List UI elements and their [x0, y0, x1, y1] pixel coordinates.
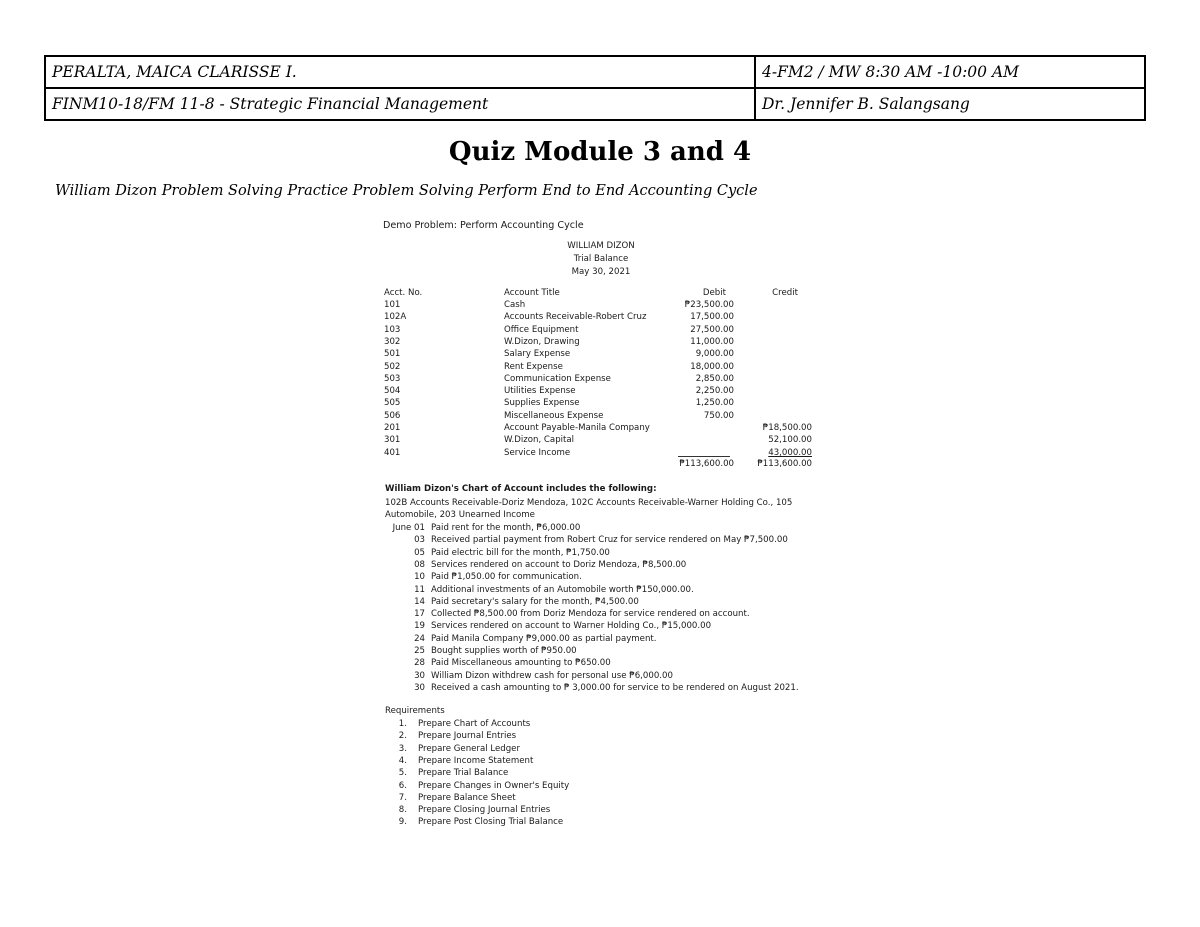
requirement-number: 9.	[398, 817, 407, 828]
trial-balance-row	[378, 448, 838, 460]
transaction-description: William Dizon withdrew cash for personal use ₱6,000.00	[431, 670, 673, 681]
credit-amount: 43,000.00	[768, 447, 812, 458]
transaction-description: Additional investments of an Automobile worth ₱150,000.00.	[431, 584, 694, 595]
trial-balance-row	[378, 325, 838, 337]
debit-amount: 2,850.00	[695, 373, 734, 384]
coa-line: Automobile, 203 Unearned Income	[385, 510, 535, 520]
transaction-date: 30	[414, 682, 425, 693]
acct-no: 201	[384, 423, 401, 433]
header-row-2	[45, 88, 1145, 120]
acct-no: 401	[384, 447, 401, 458]
trial-balance-row	[378, 386, 838, 398]
transaction-date: 19	[414, 621, 425, 632]
course-title: FINM10-18/FM 11-8 - Strategic Financial Management	[45, 88, 755, 120]
requirement-item: Prepare Journal Entries	[418, 731, 517, 742]
acct-no: 506	[384, 410, 401, 421]
requirement-number: 5.	[398, 768, 407, 779]
trial-balance-totals	[378, 459, 838, 471]
problem-image	[378, 214, 838, 834]
trial-balance-row	[378, 398, 838, 410]
acct-no: 101	[384, 300, 401, 310]
transaction-description: Paid secretary's salary for the month, ₱4,500.00	[431, 596, 639, 607]
company-name: WILLIAM DIZON	[567, 241, 635, 251]
trial-balance-row	[378, 337, 838, 349]
acct-no: 301	[384, 435, 401, 446]
transaction-date: 10	[414, 572, 425, 583]
requirement-item: Prepare Changes in Owner's Equity	[418, 780, 570, 791]
transaction-description: Services rendered on account to Warner Holding Co., ₱15,000.00	[431, 621, 712, 632]
requirement-number: 4.	[398, 755, 407, 766]
transaction-date: 03	[414, 535, 425, 546]
transaction-date: 08	[414, 559, 425, 570]
problem-heading: Demo Problem: Perform Accounting Cycle	[383, 220, 584, 231]
col-account-title: Account Title	[504, 288, 560, 298]
requirement-number: 6.	[398, 780, 407, 791]
transaction-date: 25	[414, 646, 425, 656]
requirement-number: 8.	[398, 805, 407, 816]
trial-balance-row	[378, 423, 838, 435]
acct-no: 102A	[384, 312, 407, 323]
transaction-date: 11	[414, 584, 425, 595]
acct-no: 302	[384, 336, 401, 347]
transaction-description: Paid rent for the month, ₱6,000.00	[431, 523, 581, 533]
section-schedule: 4-FM2 / MW 8:30 AM -10:00 AM	[755, 56, 1145, 88]
trial-balance-row	[378, 411, 838, 423]
trial-balance-row	[378, 349, 838, 361]
credit-amount: ₱18,500.00	[762, 423, 812, 433]
requirement-item: Prepare Post Closing Trial Balance	[418, 817, 564, 828]
col-credit: Credit	[772, 288, 798, 298]
acct-no: 504	[384, 386, 401, 397]
account-title: W.Dizon, Capital	[504, 435, 575, 446]
transaction-description: Paid Miscellaneous amounting to ₱650.00	[431, 658, 611, 669]
requirement-item: Prepare Closing Journal Entries	[418, 805, 551, 816]
requirement-item: Prepare Balance Sheet	[418, 792, 516, 803]
transaction-date: June 01	[392, 523, 425, 533]
requirement-item: Prepare General Ledger	[418, 743, 520, 754]
debit-amount: 750.00	[703, 410, 734, 421]
col-acct-no: Acct. No.	[384, 288, 423, 298]
acct-no: 505	[384, 398, 401, 409]
account-title: W.Dizon, Drawing	[504, 336, 580, 347]
trial-balance-row	[378, 362, 838, 374]
requirements-heading: Requirements	[385, 706, 445, 716]
transaction-description: Paid electric bill for the month, ₱1,750.00	[431, 547, 610, 558]
header-row-1	[45, 56, 1145, 88]
debit-underline	[678, 456, 730, 457]
debit-amount: 11,000.00	[690, 336, 734, 347]
trial-balance-header	[378, 288, 838, 300]
transaction-date: 05	[414, 547, 425, 558]
account-title: Communication Expense	[504, 373, 611, 384]
account-title: Office Equipment	[504, 324, 579, 335]
transaction-description: Paid Manila Company ₱9,000.00 as partial payment.	[431, 633, 657, 644]
coa-line: 102B Accounts Receivable-Doriz Mendoza, 102C Accounts Receivable-Warner Holding Co., 105	[385, 498, 793, 508]
instructor-name: Dr. Jennifer B. Salangsang	[755, 88, 1145, 120]
account-title: Accounts Receivable-Robert Cruz	[504, 312, 647, 323]
report-date: May 30, 2021	[571, 267, 631, 277]
report-name: Trial Balance	[573, 254, 629, 264]
debit-amount: 27,500.00	[690, 324, 734, 335]
transaction-date: 28	[414, 658, 425, 669]
requirement-number: 3.	[398, 743, 407, 754]
acct-no: 501	[384, 349, 401, 360]
transaction-description: Collected ₱8,500.00 from Doriz Mendoza for service rendered on account.	[431, 609, 750, 620]
requirement-item: Prepare Chart of Accounts	[418, 719, 531, 729]
account-title: Supplies Expense	[504, 398, 580, 409]
trial-balance-row	[378, 435, 838, 447]
col-debit: Debit	[702, 288, 726, 298]
debit-amount: ₱23,500.00	[684, 300, 734, 310]
account-title: Salary Expense	[504, 349, 571, 360]
trial-balance-row	[378, 312, 838, 324]
acct-no: 503	[384, 373, 401, 384]
account-title: Rent Expense	[504, 361, 563, 372]
header-table	[44, 55, 1146, 121]
transaction-description: Services rendered on account to Doriz Mendoza, ₱8,500.00	[431, 559, 687, 570]
transaction-date: 30	[414, 670, 425, 681]
debit-amount: 9,000.00	[695, 349, 734, 360]
transaction-description: Paid ₱1,050.00 for communication.	[431, 572, 582, 583]
debit-amount: 2,250.00	[695, 386, 734, 397]
debit-amount: 17,500.00	[690, 312, 734, 323]
trial-balance-row	[378, 374, 838, 386]
account-title: Account Payable-Manila Company	[504, 423, 650, 433]
requirement-item: Prepare Trial Balance	[418, 768, 509, 779]
account-title: Utilities Expense	[504, 386, 576, 397]
total-debit: ₱113,600.00	[679, 459, 734, 469]
account-title: Miscellaneous Expense	[504, 410, 604, 421]
trial-balance-row	[378, 300, 838, 312]
transaction-description: Received partial payment from Robert Cruz for service rendered on May ₱7,500.00	[431, 535, 788, 546]
acct-no: 502	[384, 361, 401, 372]
total-credit: ₱113,600.00	[757, 459, 812, 469]
transaction-description: Received a cash amounting to ₱ 3,000.00 for service to be rendered on August 2021.	[431, 682, 799, 693]
account-title: Service Income	[504, 447, 571, 458]
acct-no: 103	[384, 324, 401, 335]
requirement-number: 7.	[398, 792, 407, 803]
credit-amount: 52,100.00	[768, 435, 812, 446]
transaction-date: 17	[414, 609, 425, 620]
transaction-description: Bought supplies worth of ₱950.00	[431, 646, 577, 656]
requirement-item: Prepare Income Statement	[418, 755, 534, 766]
debit-amount: 1,250.00	[695, 398, 734, 409]
coa-heading: William Dizon's Chart of Account includes the following:	[385, 484, 657, 494]
page-subtitle: William Dizon Problem Solving Practice Problem Solving Perform End to End Accounting Cycle	[55, 183, 758, 199]
transaction-date: 24	[414, 633, 425, 644]
student-name: PERALTA, MAICA CLARISSE I.	[45, 56, 755, 88]
account-title: Cash	[504, 300, 526, 310]
page-title: Quiz Module 3 and 4	[448, 137, 752, 167]
requirement-number: 1.	[398, 719, 407, 729]
requirement-number: 2.	[398, 731, 407, 742]
debit-amount: 18,000.00	[690, 361, 734, 372]
transaction-date: 14	[414, 596, 425, 607]
